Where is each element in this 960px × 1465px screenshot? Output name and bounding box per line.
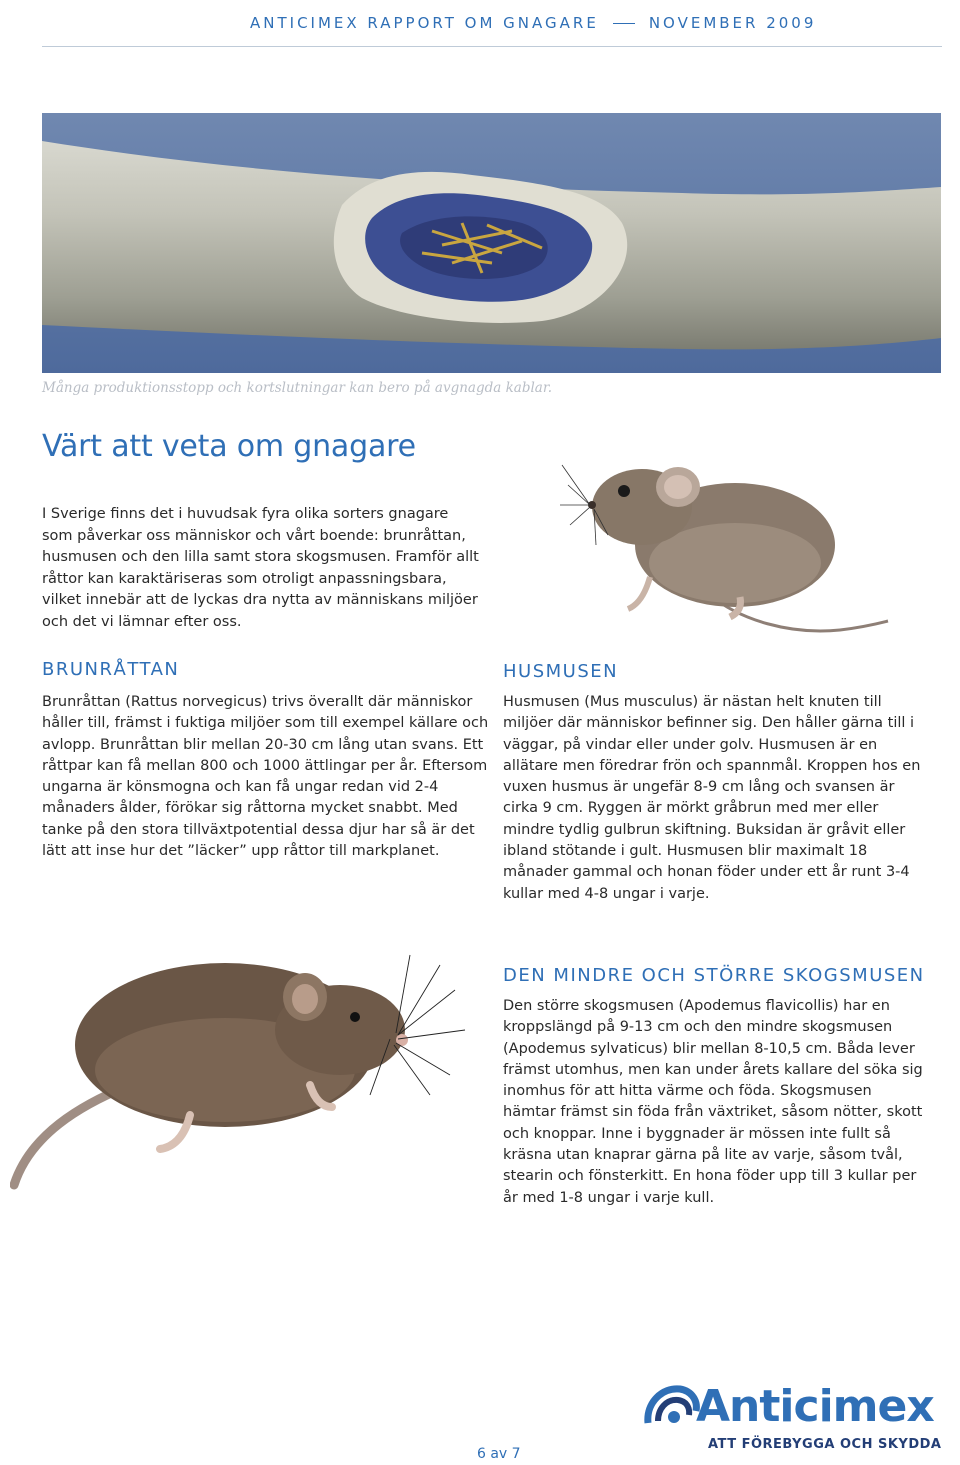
header-separator [613, 23, 635, 24]
logo-wordmark: Anticimex [696, 1381, 934, 1432]
section-text-skogsmusen: Den större skogsmusen (Apodemus flavicollis) har en kroppslängd på 9-13 cm och den mindre skogsmusen (Apodemus sylvaticus) blir mellan 8-10,5 cm. Båda lever främst utomhus, men kan under årets kallare del söka sig inomhus för att hitta värme och föda. Skogsmusen hämtar främst sin föda från växtriket, såsom nötter, skott och knoppar. Inne i byggnader är mössen inte fullt så kräsna utan knaprar gärna på lite av varje, såsom tvål, stearin och fönsterkitt. En hona föder upp till 3 kullar per år med 1-8 ungar i varje kull. [503, 998, 923, 1206]
publication-title: ANTICIMEX RAPPORT OM GNAGARE [250, 14, 599, 32]
article-title: Värt att veta om gnagare [42, 429, 416, 464]
section-heading-brunrattan: BRUNRÅTTAN [42, 659, 180, 680]
house-mouse-illustration [560, 445, 890, 655]
article-intro [42, 504, 482, 633]
anticimex-logo [644, 1377, 956, 1457]
page-number: 6 av 7 [477, 1446, 521, 1462]
gnawed-cable-photo [42, 113, 941, 373]
section-heading-skogsmusen: DEN MINDRE OCH STÖRRE SKOGSMUSEN [503, 965, 925, 986]
publication-date: NOVEMBER 2009 [648, 14, 817, 32]
header-rule [42, 46, 942, 47]
section-text-husmusen: Husmusen (Mus musculus) är nästan helt knuten till miljöer där människor befinner sig. Den håller gärna till i väggar, på vindar eller under golv. Husmusen är en allätare men föredrar frön och spannmål. Kroppen hos en vuxen husmus är ungefär 8-9 cm lång och svansen är cirka 9 cm. Ryggen är mörkt gråbrun med mer eller mindre tydlig gulbrun skiftning. Buksidan är gråvit eller ibland stötande i gult. Husmusen blir maximalt 18 månader gammal och honan föder under ett år runt 3-4 kullar med 4-8 ungar i varje. [503, 694, 921, 902]
running-head [250, 14, 817, 32]
brown-rat-illustration [10, 935, 470, 1205]
logo-mark-icon [644, 1383, 700, 1429]
intro-paragraph: I Sverige finns det i huvudsak fyra olika sorters gnagare som påverkar oss människor och vårt boende: brunråttan, husmusen och den lilla samt stora skogsmusen. Framför allt råttor kan karaktäriseras som otroligt anpassningsbara, vilket innebär att de lyckas dra nytta av människans miljöer och det vi lämnar efter oss. [42, 506, 479, 630]
section-text-brunrattan: Brunråttan (Rattus norvegicus) trivs överallt där människor håller till, främst i fuktiga miljöer som till exempel källare och avlopp. Brunråttan blir mellan 20-30 cm lång utan svans. Ett råttpar kan få mellan 800 och 1000 ättlingar per år. Eftersom ungarna är könsmogna och kan få ungar redan vid 2-4 månaders ålder, förökar sig råttorna mycket snabbt. Med tanke på den stora tillväxtpotential dessa djur har så är det lätt att inse hur det ”läcker” upp råttor till markplanet. [42, 694, 489, 860]
section-heading-husmusen: HUSMUSEN [503, 661, 619, 682]
photo-caption: Många produktionsstopp och kortslutningar kan bero på avgnagda kablar. [42, 380, 553, 396]
logo-tagline: ATT FÖREBYGGA OCH SKYDDA [708, 1437, 942, 1452]
